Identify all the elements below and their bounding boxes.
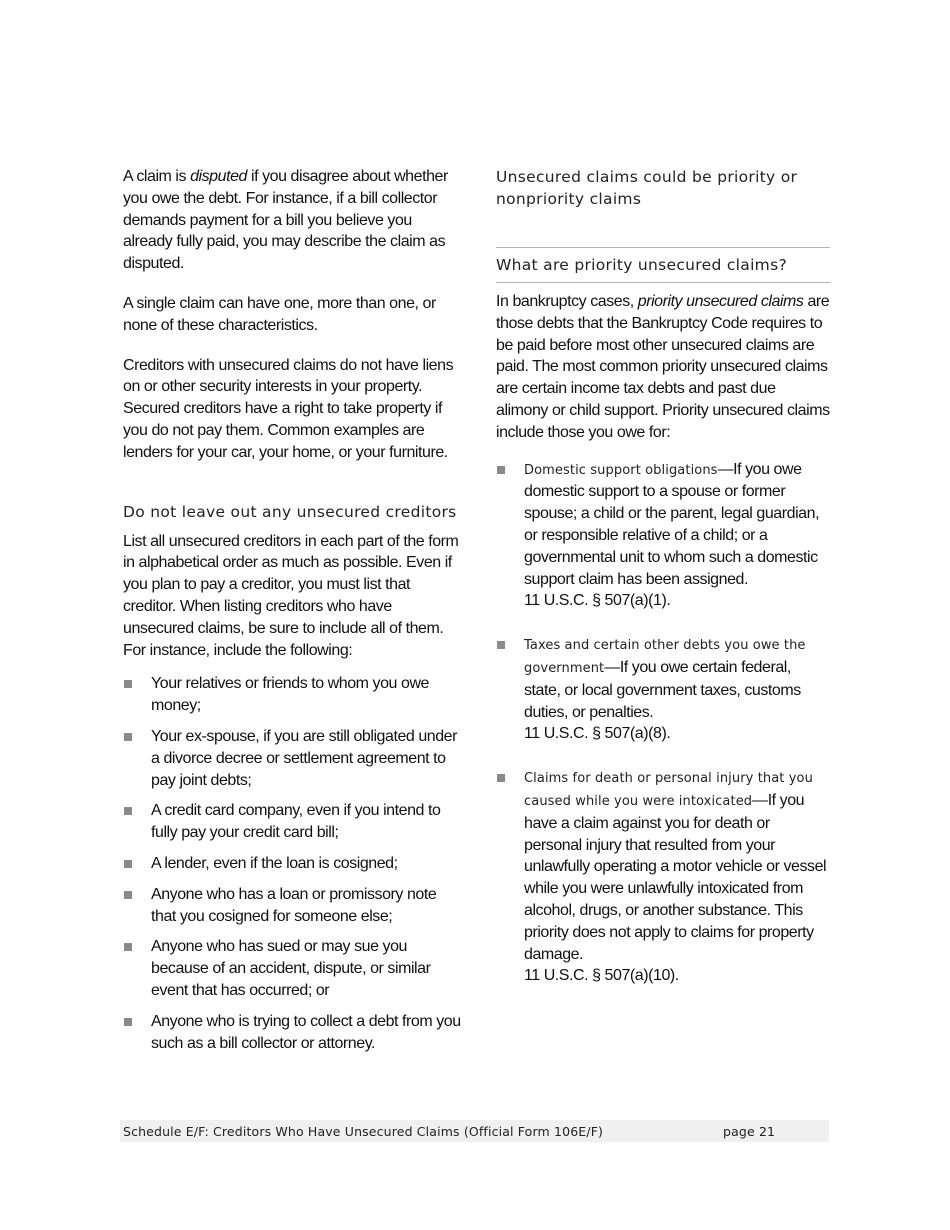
square-bullet-icon: [497, 641, 505, 649]
square-bullet-icon: [124, 733, 132, 741]
bullet-text: —If you owe certain federal, state, or local government taxes, customs duties, or penalties.: [524, 658, 801, 721]
list-item: [496, 634, 830, 745]
bullet-label: Claims for death or personal injury that you caused while you were intoxicated: [524, 771, 813, 809]
square-bullet-icon: [124, 807, 132, 815]
bullet-label: Taxes and certain other debts you owe the government: [524, 638, 806, 676]
list-item: [496, 459, 830, 613]
square-bullet-icon: [124, 860, 132, 868]
bullet-text: —If you have a claim against you for death or personal injury that resulted from your unlawfully operating a motor vehicle or vessel while you were unlawfully intoxicated from alcohol, drugs, or another substance. This priority does not apply to claims for property damage.: [524, 791, 827, 963]
citation: 11 U.S.C. § 507(a)(8).: [524, 725, 671, 743]
disputed-suffix: if you disagree about whether you owe the debt. For instance, if a bill collector demands payment for a bill you believe you already fully paid, you may describe the claim as disputed.: [123, 168, 448, 273]
unsecured-paragraph: Creditors with unsecured claims do not have liens on or other security interests in your property. Secured creditors have a right to take property if you do not pay them. Common examples are lenders for your car, your home, or your furniture.: [123, 356, 454, 461]
square-bullet-icon: [497, 466, 505, 474]
citation: 11 U.S.C. § 507(a)(1).: [524, 592, 671, 610]
section-heading-unsecured-creditors: Do not leave out any unsecured creditors: [123, 502, 457, 521]
list-item: A credit card company, even if you intend to fully pay your credit card bill;: [123, 800, 463, 844]
characteristics-paragraph: A single claim can have one, more than one, or none of these characteristics.: [123, 294, 436, 334]
list-item: Anyone who has a loan or promissory note that you cosigned for someone else;: [123, 884, 463, 928]
citation: 11 U.S.C. § 507(a)(10).: [524, 967, 679, 985]
bullet-text: —If you owe domestic support to a spouse or former spouse; a child or the parent, legal guardian, or responsible relative of a child; or a governmental unit to whom such a domestic support claim has been assigned.: [524, 460, 820, 588]
footer-title: Schedule E/F: Creditors Who Have Unsecured Claims (Official Form 106E/F): [123, 1124, 604, 1139]
square-bullet-icon: [124, 891, 132, 899]
creditor-bullet-list: [123, 673, 463, 1054]
divider: [496, 282, 830, 283]
page-number: page 21: [723, 1124, 776, 1139]
list-item: Anyone who has sued or may sue you because of an accident, dispute, or similar event that has occurred; or: [123, 936, 463, 1001]
disputed-prefix: A claim is: [123, 168, 191, 185]
priority-paragraph: In bankruptcy cases, priority unsecured claims are those debts that the Bankruptcy Code requires to be paid before most other unsecured claims are paid. The most common priority unsecured claims are certain income tax debts and past due alimony or child support. Priority unsecured claims include those you owe for:: [496, 293, 830, 441]
priority-bullet-list: [496, 459, 830, 988]
left-column: [123, 166, 463, 1063]
right-column: [496, 166, 830, 1009]
disputed-emphasis: disputed: [190, 168, 247, 185]
disputed-paragraph: [123, 166, 463, 275]
square-bullet-icon: [124, 1018, 132, 1026]
square-bullet-icon: [497, 774, 505, 782]
list-item: A lender, even if the loan is cosigned;: [123, 853, 463, 875]
list-item: Your relatives or friends to whom you owe money;: [123, 673, 463, 717]
section-heading-priority-claims: What are priority unsecured claims?: [496, 256, 787, 274]
square-bullet-icon: [124, 943, 132, 951]
page-footer: [120, 1120, 829, 1142]
square-bullet-icon: [124, 680, 132, 688]
divider: [496, 247, 830, 248]
list-item: Anyone who is trying to collect a debt from you such as a bill collector or attorney.: [123, 1011, 463, 1055]
list-item: [496, 767, 830, 987]
list-intro-paragraph: List all unsecured creditors in each part of the form in alphabetical order as much as possible. Even if you plan to pay a creditor, you must list that creditor. When listing creditors who have unsecured claims, be sure to include all of them. For instance, include the following:: [123, 532, 459, 659]
priority-emphasis: priority unsecured claims: [637, 293, 804, 310]
list-item: Your ex-spouse, if you are still obligated under a divorce decree or settlement agreement to pay joint debts;: [123, 726, 463, 791]
section-heading-priority-nonpriority: Unsecured claims could be priority or nonpriority claims: [496, 168, 798, 208]
bullet-label: Domestic support obligations: [524, 462, 718, 478]
